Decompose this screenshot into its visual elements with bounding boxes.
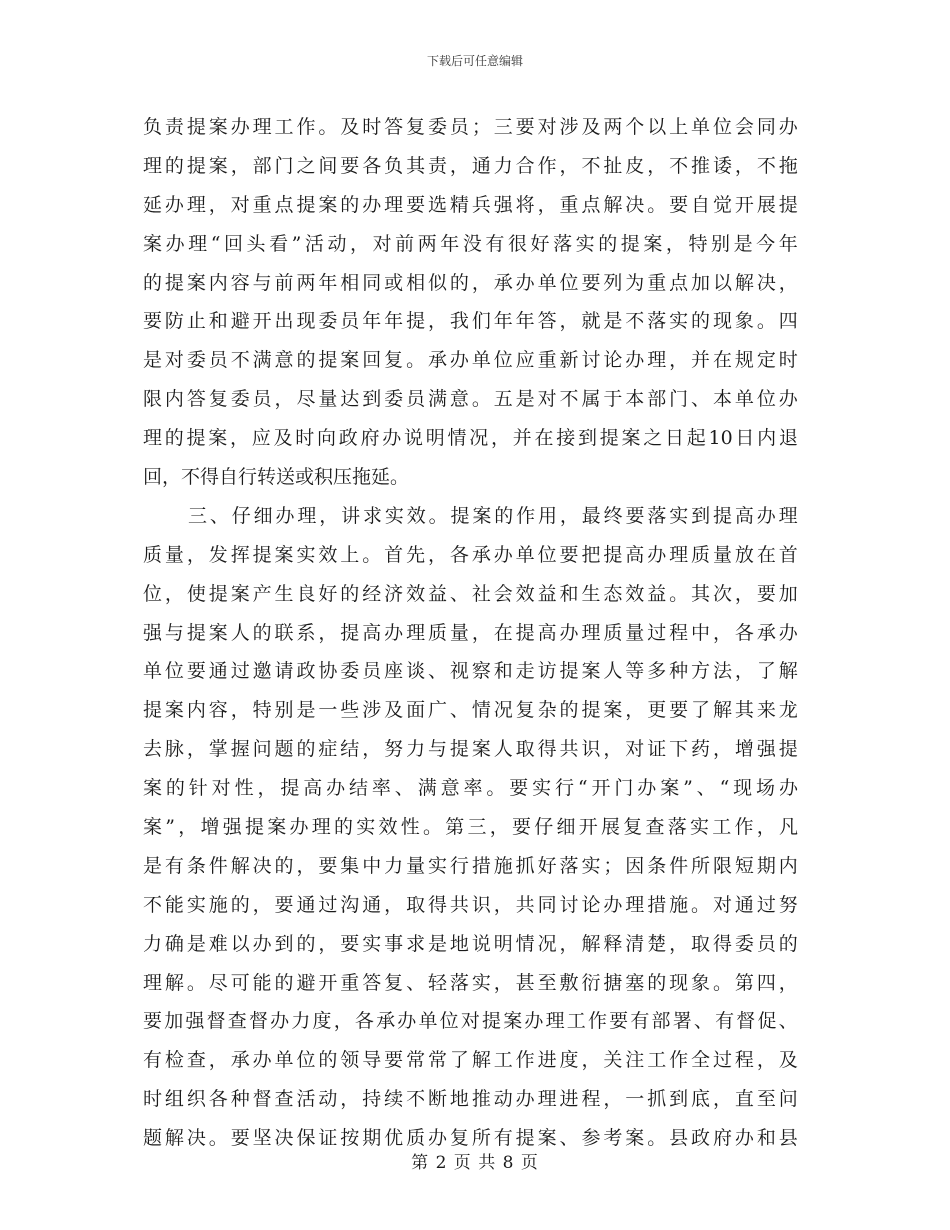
paragraph-line: 三 、 仔 细 办 理 ， 讲 求 实 效 。 提 案 的 作 用 ， 最 终 要 落 实 到 提 高 办 理 — [188, 504, 798, 527]
paragraph-line: 要 加 强 督 查 督 办 力 度 ， 各 承 办 单 位 对 提 案 办 理 工 作 要 有 部 署 、 有 督 促 、 — [143, 1010, 798, 1033]
paragraph-line: 质 量 ， 发 挥 提 案 实 效 上 。 首 先 ， 各 承 办 单 位 要 把 提 高 办 理 质 量 放 在 首 — [143, 543, 798, 566]
paragraph-line: 单 位 要 通 过 邀 请 政 协 委 员 座 谈 、 视 察 和 走 访 提 案 人 等 多 种 方 法 ， 了 解 — [143, 660, 798, 683]
paragraph-line: 去 脉 ， 掌 握 问 题 的 症 结 ， 努 力 与 提 案 人 取 得 共 识 ， 对 证 下 药 ， 增 强 提 — [143, 738, 798, 761]
paragraph-line: 题 解 决 。 要 坚 决 保 证 按 期 优 质 办 复 所 有 提 案 、 参 考 案 。 县 政 府 办 和 县 — [143, 1127, 798, 1150]
document-body — [143, 108, 798, 1158]
paragraph-line: 提 案 内 容 ， 特 别 是 一 些 涉 及 面 广 、 情 况 复 杂 的 提 案 ， 更 要 了 解 其 来 龙 — [143, 699, 798, 722]
paragraph-line: 位 ， 使 提 案 产 生 良 好 的 经 济 效 益 、 社 会 效 益 和 生 态 效 益 。 其 次 ， 要 加 — [143, 582, 798, 605]
paragraph-line: 限 内 答 复 委 员 ， 尽 量 达 到 委 员 满 意 。 五 是 对 不 属 于 本 部 门 、 本 单 位 办 — [143, 388, 798, 411]
header-note: 下载后可任意编辑 — [426, 54, 523, 68]
paragraph-line: 不 能 实 施 的 ， 要 通 过 沟 通 ， 取 得 共 识 ， 共 同 讨 论 办 理 措 施 。 对 通 过 努 — [143, 893, 798, 916]
paragraph-line: 理 解 。 尽 可 能 的 避 开 重 答 复 、 轻 落 实 ， 甚 至 敷 衍 搪 塞 的 现 象 。 第 四 ， — [143, 971, 798, 994]
paragraph-line: 要 防 止 和 避 开 出 现 委 员 年 年 提 ， 我 们 年 年 答 ， 就 是 不 落 实 的 现 象 。 四 — [143, 310, 798, 333]
paragraph-line: 是 对 委 员 不 满 意 的 提 案 回 复 。 承 办 单 位 应 重 新 讨 论 办 理 ， 并 在 规 定 时 — [143, 349, 798, 372]
paragraph-line: 是 有 条 件 解 决 的 ， 要 集 中 力 量 实 行 措 施 抓 好 落 实 ； 因 条 件 所 限 短 期 内 — [143, 854, 798, 877]
paragraph-line: 理 的 提 案 ， 部 门 之 间 要 各 负 其 责 ， 通 力 合 作 ， 不 扯 皮 ， 不 推 诿 ， 不 拖 — [143, 154, 798, 177]
paragraph-line: 案 的 针 对 性 ， 提 高 办 结 率 、 满 意 率 。 要 实 行 “ 开 门 办 案 ” 、 “ 现 场 办 — [143, 777, 798, 800]
paragraph-line: 强 与 提 案 人 的 联 系 ， 提 高 办 理 质 量 ， 在 提 高 办 理 质 量 过 程 中 ， 各 承 办 — [143, 621, 798, 644]
page-number-footer: 第 2 页 共 8 页 — [411, 1153, 539, 1173]
paragraph-line: 延 办 理 ， 对 重 点 提 案 的 办 理 要 选 精 兵 强 将 ， 重 点 解 决 。 要 自 觉 开 展 提 — [143, 193, 798, 216]
paragraph-line: 回，不得自行转送或积压拖延。 — [143, 466, 410, 489]
paragraph-line: 力 确 是 难 以 办 到 的 ， 要 实 事 求 是 地 说 明 情 况 ， 解 释 清 楚 ， 取 得 委 员 的 — [143, 932, 798, 955]
paragraph-line: 有 检 查 ， 承 办 单 位 的 领 导 要 常 常 了 解 工 作 进 度 ， 关 注 工 作 全 过 程 ， 及 — [143, 1049, 798, 1072]
paragraph-line: 的 提 案 内 容 与 前 两 年 相 同 或 相 似 的 ， 承 办 单 位 要 列 为 重 点 加 以 解 决 ， — [143, 271, 798, 294]
paragraph-line: 负 责 提 案 办 理 工 作 。 及 时 答 复 委 员 ； 三 要 对 涉 及 两 个 以 上 单 位 会 同 办 — [143, 116, 798, 138]
paragraph-line: 案 办 理 “ 回 头 看 ” 活 动 ， 对 前 两 年 没 有 很 好 落 实 的 提 案 ， 特 别 是 今 年 — [143, 232, 798, 255]
paragraph-line: 理 的 提 案 ， 应 及 时 向 政 府 办 说 明 情 况 ， 并 在 接 到 提 案 之 日 起 10 日 内 退 — [143, 427, 798, 450]
paragraph-line: 时 组 织 各 种 督 查 活 动 ， 持 续 不 断 地 推 动 办 理 进 程 ， 一 抓 到 底 ， 直 至 问 — [143, 1088, 798, 1111]
paragraph-line: 案 ” ， 增 强 提 案 办 理 的 实 效 性 。 第 三 ， 要 仔 细 开 展 复 查 落 实 工 作 ， 凡 — [143, 816, 798, 839]
